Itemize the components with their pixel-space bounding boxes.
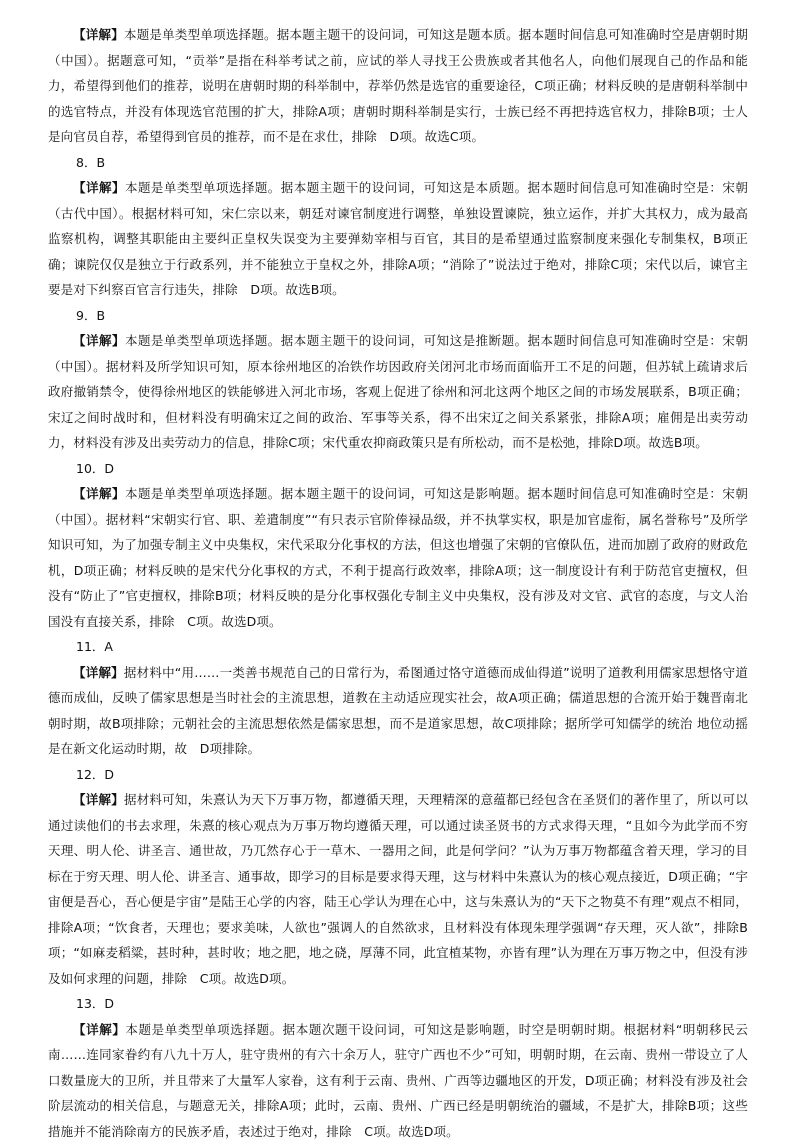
detail-tag: 【详解】 — [73, 333, 125, 348]
answer-explanation-10 — [48, 481, 748, 634]
answer-number-8: 8．B — [48, 150, 748, 176]
answer-explanation-9 — [48, 328, 748, 456]
answer-document — [48, 22, 748, 1144]
answer-explanation-8 — [48, 175, 748, 303]
explanation-text: 本题是单类型单项选择题。据本题主题干的设问词，可知这是本质题。据本题时间信息可知准确时空是：宋朝（古代中国）。根据材料可知，宋仁宗以来，朝廷对谏官制度进行调整，单独设置谏院，独立运作，并扩大其权力，成为最高监察机构，调整其职能由主要纠正皇权失误变为主要弹劾宰相与百官，其目的是希望通过监察制度来强化专制集权，B项正确；谏院仅仅是独立于行政系列，并不能独立于皇权之外，排除A项；“消除了”说法过于绝对，排除C项；宋代以后，谏官主要是对下纠察百官言行违失，排除 D项。故选B项。 — [48, 180, 748, 297]
answer-number-12: 12．D — [48, 762, 748, 788]
answer-number-10: 10．D — [48, 456, 748, 482]
explanation-text: 本题是单类型单项选择题。据本题次题干设问词，可知这是影响题，时空是明朝时期。根据材料“明朝移民云南……连同家眷约有八九十万人，驻守贵州的有六十余万人，驻守广西也不少”可知，明朝时期，在云南、贵州一带设立了人口数量庞大的卫所，并且带来了大量军人家眷，这有利于云南、贵州、广西等边疆地区的开发，D项正确；材料没有涉及社会阶层流动的相关信息，与题意无关，排除A项；此时，云南、贵州、广西已经是明朝统治的疆域，不是扩大，排除B项；这些措施并不能消除南方的民族矛盾，表述过于绝对，排除 C项。故选D项。 — [48, 1022, 748, 1139]
explanation-text: 本题是单类型单项选择题。据本题主题干的设问词，可知这是推断题。据本题时间信息可知准确时空是：宋朝（中国）。据材料及所学知识可知，原本徐州地区的冶铁作坊因政府关闭河北市场而面临开工不足的问题，但苏轼上疏请求后政府撤销禁令，使得徐州地区的铁能够进入河北市场，客观上促进了徐州和河北这两个地区之间的市场发展联系，B项正确；宋辽之间时战时和，但材料没有明确宋辽之间的政治、军事等关系，得不出宋辽之间关系紧张，排除A项；雇佣是出卖劳动力，材料没有涉及出卖劳动力的信息，排除C项；宋代重农抑商政策只是有所松动，而不是松弛，排除D项。故选B项。 — [48, 333, 748, 450]
answer-explanation-7 — [48, 22, 748, 150]
answer-explanation-11 — [48, 660, 748, 762]
explanation-text: 本题是单类型单项选择题。据本题主题干的设问词，可知这是影响题。据本题时间信息可知准确时空是：宋朝（中国）。据材料“宋朝实行官、职、差遣制度”“有只表示官阶俸禄品级，并不执掌实权，职是加官虚衔，属名誉称号”及所学知识可知，为了加强专制主义中央集权，宋代采取分化事权的方法，但这也增强了宋朝的官僚队伍，进而加剧了政府的财政危机，D项正确；材料反映的是宋代分化事权的方式，不利于提高行政效率，排除A项；这一制度设计有利于防范官吏擅权，但没有“防止了”官吏擅权，排除B项；材料反映的是分化事权强化专制主义中央集权，没有涉及对文官、武官的态度，与文人治国没有直接关系，排除 C项。故选D项。 — [48, 486, 748, 629]
explanation-text: 本题是单类型单项选择题。据本题主题干的设问词，可知这是题本质。据本题时间信息可知准确时空是唐朝时期（中国）。据题意可知，“贡举”是指在科举考试之前，应试的举人寻找王公贵族或者其他名人，向他们展现自己的作品和能力，希望得到他们的推荐，说明在唐朝时期的科举制中，荐举仍然是选官的重要途径，C项正确；材料反映的是唐朝科举制中的选官特点，并没有体现选官范围的扩大，排除A项；唐朝时期科举制是实行，士族已经不再把持选官权力，排除B项；士人是向官员自荐，希望得到官员的推荐，而不是在求仕，排除 D项。故选C项。 — [48, 27, 748, 144]
detail-tag: 【详解】 — [73, 1022, 125, 1037]
explanation-text: 据材料可知，朱熹认为天下万事万物，都遵循天理，天理精深的意蕴都已经包含在圣贤们的著作里了，所以可以通过读他们的书去求理，朱熹的核心观点为万事万物均遵循天理，可以通过读圣贤书的方式求得天理，“且如今为此学而不穷天理、明人伦、讲圣言、通世故，乃兀然存心于一草木、一器用之间，此是何学问？”认为万事万物都蕴含着天理，学习的目标在于穷天理、明人伦、讲圣言、通事故，即学习的目标是要求得天理，这与材料中朱熹认为的核心观点接近，D项正确；“宇宙便是吾心，吾心便是宇宙”是陆王心学的内容，陆王心学认为理在心中，这与朱熹认为的“天下之物莫不有理”观点不相同，排除A项；“饮食者，天理也；要求美味，人欲也”强调人的自然欲求，且材料没有体现朱理学强调“存天理，灭人欲”，排除B项；“如麻麦稻粱，甚时种，甚时收；地之肥，地之硗，厚薄不同，此宜植某物，亦皆有理”认为理在万事万物之中，但没有涉及如何求理的问题，排除 C项。故选D项。 — [48, 792, 748, 986]
detail-tag: 【详解】 — [73, 180, 125, 195]
answer-explanation-12 — [48, 787, 748, 991]
detail-tag: 【详解】 — [73, 665, 124, 680]
detail-tag: 【详解】 — [73, 27, 124, 42]
answer-number-9: 9．B — [48, 303, 748, 329]
detail-tag: 【详解】 — [73, 792, 124, 807]
detail-tag: 【详解】 — [73, 486, 125, 501]
answer-explanation-13 — [48, 1017, 748, 1144]
answer-number-13: 13．D — [48, 991, 748, 1017]
explanation-text: 据材料中“用……一类善书规范自己的日常行为，希图通过恪守道德而成仙得道”说明了道教利用儒家思想恪守道德而成仙，反映了儒家思想是当时社会的主流思想，道教在主动适应现实社会，故A项正确；儒道思想的合流开始于魏晋南北朝时期，故B项排除；元朝社会的主流思想依然是儒家思想，而不是道家思想，故C项排除；据所学可知儒学的统治 地位动摇是在新文化运动时期，故 D项排除。 — [48, 665, 748, 757]
answer-number-11: 11．A — [48, 634, 748, 660]
